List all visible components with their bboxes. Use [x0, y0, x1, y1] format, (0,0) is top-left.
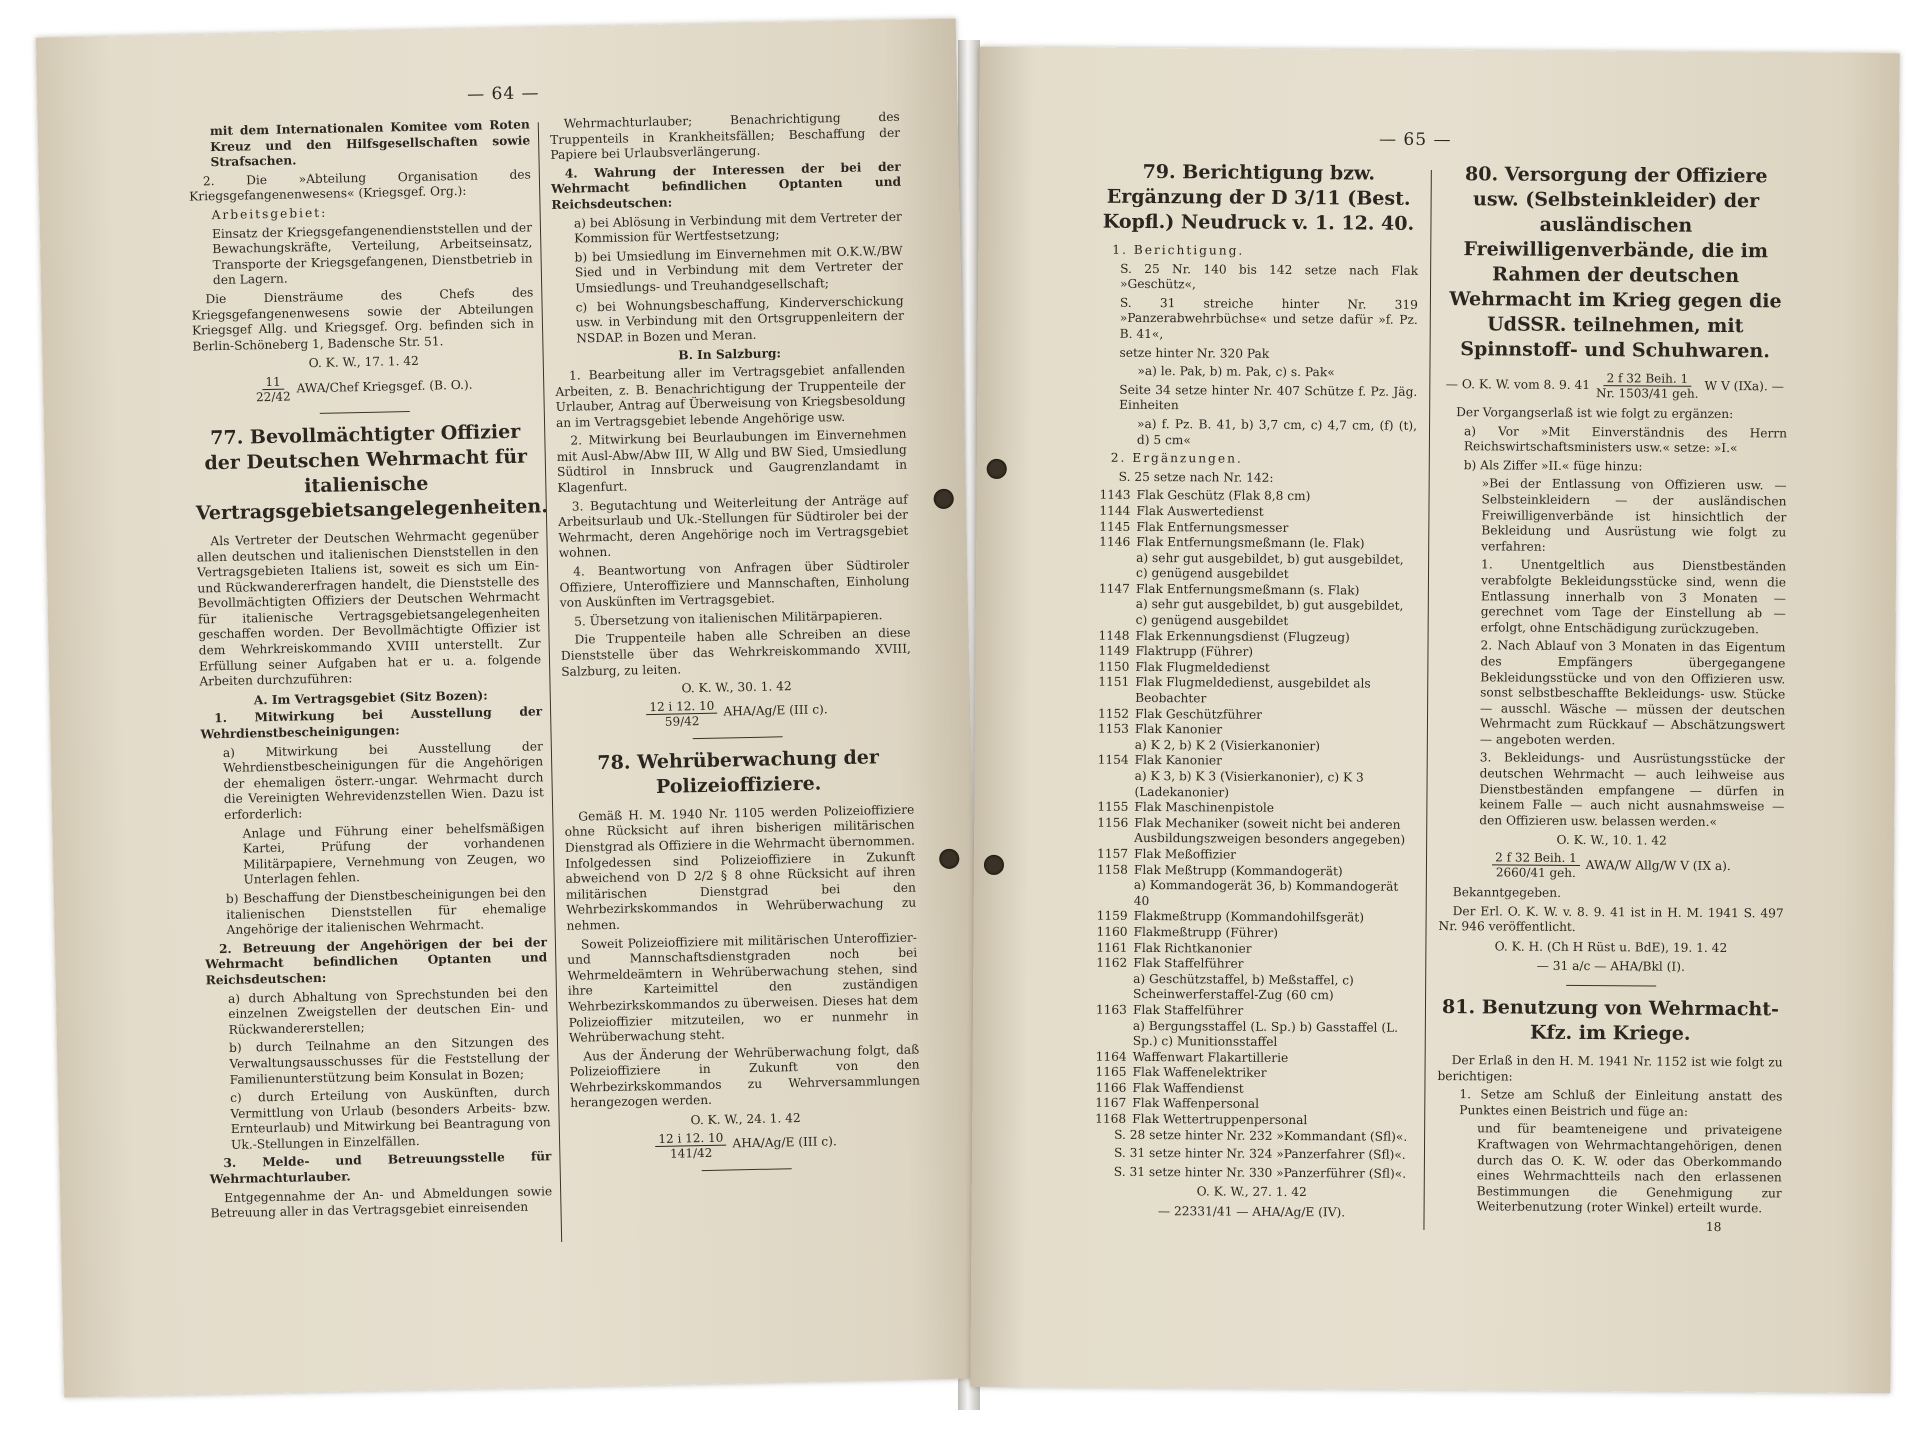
entry-text: Flak Auswertedienst: [1136, 503, 1264, 519]
entry-number: 1143: [1099, 487, 1131, 503]
list-item: 1. Bearbeitung aller im Vertragsgebiet anfallenden Arbeiten, z. B. Benachrichtigung der Truppenteile der Urlauber, Antrag auf Überweisung von Kriegsbesoldung an im Vertragsgebiet lebende Angehörige usw.: [555, 361, 906, 430]
entry-text: a) sehr gut ausgebildet, b) gut ausgebildet, c) genügend ausgebildet: [1135, 597, 1404, 629]
entry-list: [1092, 488, 1416, 1130]
list-item: a) Vor »Mit Einverständnis des Herrn Reichswirtschaftsministers usw.« setze: »I.«: [1463, 423, 1788, 456]
entry-number: 1156: [1097, 815, 1129, 830]
section-heading-80: 80. Versorgung der Offiziere usw. (Selbsteinkleider) der ausländischen Freiwilligenverbände, die im Rahmen der deutschen Wehrmacht im Krieg gegen die UdSSR. teilnehmen, mit Spinnstoff- und Schuhwaren.: [1449, 163, 1782, 363]
entry-number: 1168: [1095, 1111, 1127, 1126]
paragraph: Bekanntgegeben.: [1452, 885, 1562, 900]
entry-text: a) sehr gut ausgebildet, b) gut ausgebildet, c) genügend ausgebildet: [1135, 550, 1404, 582]
list-item: 3. Begutachtung und Weiterleitung der Anträge auf Arbeitsurlaub und Uk.-Stellungen für Südtiroler bei der Wehrmacht, deren Angehörige noch im Vertragsgebiet wohnen.: [557, 492, 909, 561]
list-item: 4. Beantwortung von Anfragen über Südtiroler Offiziere, Unteroffiziere und Mannschaften, Einholung von Auskünften im Vertragsgebiet.: [559, 557, 910, 611]
entry-number: 1163: [1095, 1002, 1128, 1017]
sheet-number: 18: [1705, 1219, 1722, 1234]
list-item: [1092, 1112, 1412, 1130]
list-item: b) Beschaffung der Dienstbescheinigungen bei den italienischen Dienststellen für ehemalige Angehörige der italienischen Wehrmacht.: [225, 885, 547, 938]
section-heading-79: 79. Berichtigung bzw. Ergänzung der D 3/11 (Best. Kopfl.) Neudruck v. 1. 12. 40.: [1102, 160, 1415, 235]
list-item: S. 25 Nr. 140 bis 142 setze nach Flak »Geschütz«,: [1119, 261, 1419, 292]
arbeitsgebiet-label: Arbeitsgebiet:: [211, 205, 328, 223]
reference-fraction: $\frac{12 i 12. 10}{141/42}$: [655, 1130, 726, 1160]
entry-number: 1160: [1096, 924, 1128, 939]
entry-text: Waffenwart Flakartillerie: [1132, 1049, 1289, 1065]
right-column-1: [1091, 160, 1418, 1224]
entry-number: 1161: [1096, 940, 1128, 955]
paragraph: Als Vertreter der Deutschen Wehrmacht gegenüber allen deutschen und italienischen Dienststellen in den Vertragsgebieten Italiens ist, soweit es sich um Ein- und Rückwandererfragen handelt, die Dienststelle des Bevollmächtigten Offiziers der Deutschen Wehrmacht für italienische Vertragsgebietsangelegenheiten geschaffen worden. Der Bevollmächtigte Offizier ist dem Wehrkreiskommando XVIII unterstellt. Zur Erfüllung seiner Aufgaben hat er u. a. folgende Arbeiten durchzuführen:: [196, 527, 542, 689]
entry-text: Flakmeßtrupp (Führer): [1133, 924, 1279, 940]
list-item: S. 25 setze nach Nr. 142:: [1118, 469, 1274, 485]
entry-number: 1146: [1099, 534, 1131, 549]
paragraph: Soweit Polizeioffiziere mit militärischen Unteroffizier- und Mannschaftsdienstgraden noch bei Wehrmeldeämtern in Wehrüberwachung stehen, sind ihre Karteimittel den zuständigen Wehrbezirkskommandos zu überweisen. Dieses hat dem Polizeioffizier mitzuteilen, wo er nunmehr in Wehrüberwachung steht.: [567, 930, 919, 1045]
entry-text: a) Geschützstaffel, b) Meßstaffel, c) Scheinwerferstaffel-Zug (60 cm): [1133, 971, 1354, 1003]
reference: $\frac{12 i 12. 10}{141/42}$ AHA/Ag/E (III c).: [571, 1126, 922, 1162]
entry-text: Flak Meßoffizier: [1134, 846, 1237, 862]
reference: — 31 a/c — AHA/Bkl (I).: [1536, 959, 1685, 975]
intro-text: mit dem Internationalen Komitee vom Roten Kreuz und den Hilfsgesellschaften sowie Strafsachen.: [209, 117, 531, 170]
list-item: [1096, 550, 1416, 583]
entry-text: Flak Geschütz (Flak 8,8 cm): [1136, 488, 1311, 504]
dienstraeume-text: Die Diensträume des Chefs des Kriegsgefangenenwesens sowie der Abteilungen Kriegsgef Allg. und Kriegsgef. Org. befinden sich in Berlin-Schöneberg 1, Badensche Str. 51.: [191, 285, 535, 354]
reference-fraction: $\frac{\text{2 f 32 Beih. 1}}{\text{Nr. 1503/41 geh.}}$: [1595, 371, 1699, 401]
entry-number: 1151: [1098, 675, 1130, 690]
quote: und für beamteneigene und privateigene Kraftwagen von Wehrmachtangehörigen, denen durch das O. K. W. oder das Oberkommando eines Wehrmachtteils nach den erlassenen Bestimmungen die Genehmigung zur Weiterbenutzung (roter Winkel) erteilt wurde.: [1476, 1121, 1783, 1216]
entry-number: 1152: [1097, 706, 1130, 721]
list-item: 3. Melde- und Betreuungsstelle für Wehrmachturlauber.: [209, 1149, 552, 1187]
quote: »Bei der Entlassung von Offizieren usw. — Selbsteinkleidern — der ausländischen Freiwilligenverbände ist hinsichtlich der Bekleidung und Ausrüstung wie folgt zu verfahren:: [1481, 476, 1787, 554]
reference: — O. K. W. vom 8. 9. 41 $\frac{\text{2 f 32 Beih. 1}}{\text{Nr. 1503/41 geh.}}$ W V (IXa). —: [1445, 371, 1784, 401]
paragraph: Die Truppenteile haben alle Schreiben an diese Dienststelle über das Wehrkreiskommando XVIII, Salzburg, zu leiten.: [560, 626, 911, 679]
entry-text: a) Kommandogerät 36, b) Kommandogerät 40: [1133, 878, 1399, 908]
column-rule: [1423, 170, 1431, 1230]
entry-number: 1149: [1098, 643, 1130, 659]
entry-text: a) K 2, b) K 2 (Visierkanonier): [1134, 737, 1321, 754]
list-item: 1. Unentgeltlich aus Dienstbeständen verabfolgte Bekleidungsstücke sind, wenn die Entlassung innerhalb von 3 Monaten — gerechnet vom Tage der Einstellung ab — erfolgt, ohne Entschädigung zurückzugeben.: [1480, 557, 1787, 636]
list-item: [1093, 971, 1413, 1004]
list-item: 5. Übersetzung von italienischen Militärpapieren.: [574, 607, 883, 629]
list-item: 1. Berichtigung.: [1112, 242, 1245, 258]
list-item: S. 28 setze hinter Nr. 232 »Kommandant (Sfl)«.: [1114, 1127, 1408, 1144]
signature: O. K. W., 30. 1. 42: [681, 679, 792, 696]
list-item: »a) le. Pak, b) m. Pak, c) s. Pak«: [1137, 364, 1335, 380]
list-item: 1. Setze am Schluß der Einleitung anstatt des Punktes einen Beistrich und füge an:: [1459, 1087, 1783, 1119]
list-item: 4. Wahrung der Interessen der bei der Wehrmacht befindlichen Optanten und Reichsdeutschen:: [551, 159, 902, 212]
signature: O. K. W., 17. 1. 42: [308, 354, 419, 371]
paragraph: Entgegennahme der An- und Abmeldungen sowie Betreuung aller in das Vertragsgebiet einreisenden: [210, 1183, 553, 1221]
signature: O. K. H. (Ch H Rüst u. BdE), 19. 1. 42: [1494, 939, 1728, 955]
entry-number: 1147: [1098, 581, 1130, 596]
list-item: 2. Mitwirkung bei Beurlaubungen im Einvernehmen mit Ausl-Abw/Abw III, W Allg und BW Sied, Umsiedlung Südtirol in Innsbruck und Gaugrenzlandamt in Klagenfurt.: [556, 426, 908, 496]
list-item: 2. Betreuung der Angehörigen der bei der Wehrmacht befindlichen Optanten und Reichsdeutschen:: [205, 935, 548, 988]
entry-text: Flak Staffelführer: [1132, 1002, 1244, 1018]
entry-number: 1145: [1099, 519, 1131, 534]
binding-hole: [984, 855, 1004, 875]
list-item: S. 31 setze hinter Nr. 324 »Panzerfahrer (Sfl)«.: [1113, 1146, 1406, 1163]
entry-text: Flak Meßtrupp (Kommandogerät): [1133, 862, 1343, 878]
entry-text: Flaktrupp (Führer): [1135, 644, 1254, 659]
signature: O. K. W., 24. 1. 42: [690, 1111, 801, 1128]
section-heading-81: 81. Benutzung von Wehrmacht-Kfz. im Kriege.: [1441, 996, 1779, 1045]
list-item: c) bei Wohnungsbeschaffung, Kinderverschickung usw. in Verbindung mit den Ortsgruppenleitern der NSDAP. in Bozen und Meran.: [575, 293, 905, 346]
entry-number: 1165: [1095, 1064, 1127, 1080]
paragraph: Aus der Änderung der Wehrüberwachung folgt, daß Polizeioffiziere in Zukunft von den Wehrbezirkskommandos zu Wehrversammlungen herangezogen werden.: [569, 1042, 921, 1111]
list-item: »a) f. Pz. B. 41, b) 3,7 cm, c) 4,7 cm, (f) (t), d) 5 cm«: [1136, 416, 1418, 447]
entry-text: Flak Erkennungsdienst (Flugzeug): [1135, 628, 1350, 645]
entry-number: 1159: [1096, 908, 1128, 924]
reference: — 22331/41 — AHA/Ag/E (IV).: [1157, 1204, 1346, 1220]
entry-number: 1157: [1096, 846, 1129, 861]
right-column-2: [1436, 162, 1788, 1236]
entry-text: Flak Flugmeldedienst: [1135, 659, 1270, 675]
paragraph: Gemäß H. M. 1940 Nr. 1105 werden Polizeioffiziere ohne Rücksicht auf ihren bisherigen militärischen Dienstgrad als Offiziere in die Wehrmacht übernommen. Infolgedessen sind Polizeioffiziere in Zukunft abweichend von D 2/2 § 8 ohne Rücksicht auf ihren militärischen Dienstgrad bei den Wehrbezirkskommandos in Wehrüberwachung zu nehmen.: [564, 802, 917, 933]
reference-fraction: $\frac{\text{2 f 32 Beih. 1}}{\text{2660/41 geh.}}$: [1492, 850, 1580, 880]
entry-text: Flak Richtkanonier: [1133, 940, 1252, 956]
binding-hole: [939, 849, 959, 869]
list-item: S. 31 setze hinter Nr. 330 »Panzerführer (Sfl)«.: [1113, 1164, 1407, 1181]
subsection-heading: A. Im Vertragsgebiet (Sitz Bozen):: [253, 688, 488, 708]
entry-text: Flak Kanonier: [1134, 753, 1222, 768]
binding-hole: [987, 459, 1007, 479]
divider: [1566, 985, 1656, 987]
paragraph: Wehrmachturlauber; Benachrichtigung des Truppenteils in Krankheitsfällen; Beschaffung der Papiere bei Urlaubsverlängerung.: [549, 109, 901, 163]
signature: O. K. W., 10. 1. 42: [1556, 833, 1667, 849]
left-column-1: [188, 117, 553, 1225]
left-page: [36, 19, 984, 1398]
section-heading-77: 77. Bevollmächtigter Offizier der Deutschen Wehrmacht für italienische Vertragsgebietsangelegenheiten.: [195, 420, 549, 525]
entry-text: Flak Entfernungsmeßmann (s. Flak): [1135, 581, 1360, 598]
divider: [693, 736, 783, 739]
reference: $\frac{12 i 12. 10}{59/42}$ AHA/Ag/E (III c).: [562, 694, 913, 730]
list-item: b) durch Teilnahme an den Sitzungen des Verwaltungsausschusses für die Feststellung der Familienunterstützung beim Konsulat in Bozen;: [228, 1034, 550, 1087]
reference-fraction: $\frac{12 i 12. 10}{59/42}$: [646, 698, 717, 728]
entry-text: a) K 3, b) K 3 (Visierkanonier), c) K 3 (Ladekanonier): [1134, 768, 1364, 800]
right-page: [970, 47, 1899, 1393]
list-item: [1094, 769, 1414, 802]
entry-text: Flak Wettertruppenpersonal: [1132, 1111, 1308, 1128]
entry-text: Flak Waffenpersonal: [1132, 1096, 1260, 1112]
entry-text: Flak Kanonier: [1134, 722, 1223, 737]
list-item: [1094, 815, 1414, 848]
divider: [320, 411, 410, 414]
reference: $\frac{\text{2 f 32 Beih. 1}}{\text{2660/41 geh.}}$ AWA/W Allg/W V (IX a).: [1439, 850, 1784, 881]
item-2: 2. Die »Abteilung Organisation des Kriegsgefangenenwesens« (Kriegsgef. Org.):: [189, 167, 531, 204]
list-item: 1. Mitwirkung bei Ausstellung der Wehrdienstbescheinigungen:: [200, 704, 543, 742]
entry-text: Flak Entfernungsmeßmann (le. Flak): [1136, 535, 1365, 551]
arbeitsgebiet-text: Einsatz der Kriegsgefangenendienststellen und der Bewachungskräfte, Verteilung, Arbeitseinsatz, Transporte der Kriegsgefangenen, Dienstbetrieb in den Lagern.: [211, 219, 533, 288]
page-number: — 64 —: [466, 83, 540, 105]
list-item: S. 31 streiche hinter Nr. 319 »Panzerabwehrbüchse« und setze dafür »f. Pz. B. 41«,: [1119, 295, 1418, 342]
entry-number: 1162: [1096, 955, 1128, 970]
entry-text: Flak Flugmeldedienst, ausgebildet als Beobachter: [1135, 675, 1371, 706]
reference: $\frac{11}{22/42}$ AWA/Chef Kriegsgef. (B. O.).: [255, 374, 473, 405]
list-item: 2. Nach Ablauf von 3 Monaten in das Eigentum des Empfängers übergegangene Bekleidungsstücke und von den Offizieren usw. sonst selbstbeschaffte Bekleidungs- usw. Stücke — ausschl. Wäsche — müssen der deutschen Wehrmacht zum Rückkauf — Abschätzungswert — angeboten werden.: [1479, 638, 1786, 748]
entry-number: 1144: [1099, 503, 1131, 518]
section-heading-78: 78. Wehrüberwachung der Polizeioffiziere.: [597, 746, 880, 798]
list-item: 3. Bekleidungs- und Ausrüstungsstücke der deutschen Wehrmacht — auch leihweise aus Dienstbeständen empfangene — dürfen in keinem Falle — auch nicht ausnahmsweise — den Offizieren usw. belassen werden.«: [1479, 750, 1785, 829]
entry-number: 1148: [1098, 628, 1130, 643]
list-item: a) durch Abhaltung von Sprechstunden bei den einzelnen Zweigstellen der deutschen Ein- und Rückwandererstellen;: [227, 984, 549, 1037]
signature: O. K. W., 27. 1. 42: [1196, 1184, 1307, 1200]
list-item: c) durch Erteilung von Auskünften, durch Vermittlung von Urlaub (besonders Arbeits- bzw. Ernteurlaub) und Mitwirkung bei Beantragung von Uk.-Stellungen in Einzelfällen.: [229, 1084, 551, 1152]
list-item: [1093, 1018, 1413, 1051]
entry-text: a) Bergungsstaffel (L. Sp.) b) Gasstaffel (L. Sp.) c) Munitionsstaffel: [1132, 1018, 1399, 1050]
page-number: — 65 —: [1378, 129, 1452, 151]
list-item: b) Als Ziffer »II.« füge hinzu:: [1463, 457, 1643, 474]
entry-text: Flak Staffelführer: [1133, 956, 1244, 971]
entry-number: 1150: [1098, 659, 1130, 674]
list-item: a) Mitwirkung bei Ausstellung der Wehrdienstbescheinigungen für die Angehörigen der ehemaligen österr.-ungar. Wehrmacht durch die Vereinigten Wehrevidenzstellen Wien. Dazu ist erforderlich:: [222, 738, 544, 823]
entry-number: 1164: [1095, 1049, 1127, 1064]
paragraph: Der Vorgangserlaß ist wie folgt zu ergänzen:: [1456, 405, 1734, 422]
paragraph: Der Erlaß in den H. M. 1941 Nr. 1152 ist wie folgt zu berichtigen:: [1437, 1053, 1783, 1084]
subsection-heading: B. In Salzburg:: [678, 346, 782, 363]
reference-fraction: $\frac{11}{22/42}$: [255, 374, 291, 405]
list-item: a) bei Ablösung in Verbindung mit dem Vertreter der Kommission für Wertfestsetzung;: [573, 209, 902, 246]
entry-number: 1166: [1095, 1080, 1127, 1095]
entry-number: 1158: [1096, 862, 1128, 877]
list-item: Seite 34 setze hinter Nr. 407 Schütze f. Pz. Jäg. Einheiten: [1119, 382, 1418, 413]
list-item: [1094, 878, 1414, 911]
entry-text: Flakmeßtrupp (Kommandohilfsgerät): [1133, 909, 1365, 925]
divider: [702, 1168, 792, 1171]
entry-text: Flak Maschinenpistole: [1134, 800, 1275, 816]
entry-text: Flak Waffenelektriker: [1132, 1065, 1267, 1081]
list-item: setze hinter Nr. 320 Pak: [1119, 345, 1270, 361]
list-item: Anlage und Führung einer behelfsmäßigen Kartei, Prüfung der vorhandenen Militärpapiere, Vernehmung von Zeugen, wo Unterlagen fehlen.: [242, 819, 546, 887]
entry-text: Flak Geschützführer: [1134, 706, 1263, 722]
paragraph: Der Erl. O. K. W. v. 8. 9. 41 ist in H. M. 1941 S. 497 Nr. 946 veröffentlicht.: [1438, 903, 1784, 935]
entry-number: 1154: [1097, 753, 1129, 768]
left-column-2: [550, 110, 922, 1184]
entry-number: 1167: [1095, 1096, 1127, 1111]
entry-number: 1155: [1097, 799, 1129, 815]
entry-text: Flak Entfernungsmesser: [1136, 519, 1289, 535]
entry-number: 1153: [1097, 721, 1129, 737]
entry-text: Flak Mechaniker (soweit nicht bei anderen Ausbildungszweigen besonders angegeben): [1134, 815, 1406, 848]
list-item: b) bei Umsiedlung im Einvernehmen mit O.K.W./BW Sied und in Verbindung mit dem Vertreter der Umsiedlungs- und Treuhandgesellschaft;: [574, 243, 903, 296]
list-item: [1096, 597, 1416, 630]
list-item: 2. Ergänzungen.: [1110, 450, 1243, 466]
list-item: [1095, 675, 1415, 708]
entry-text: Flak Waffendienst: [1132, 1080, 1244, 1096]
binding-hole: [934, 489, 954, 509]
